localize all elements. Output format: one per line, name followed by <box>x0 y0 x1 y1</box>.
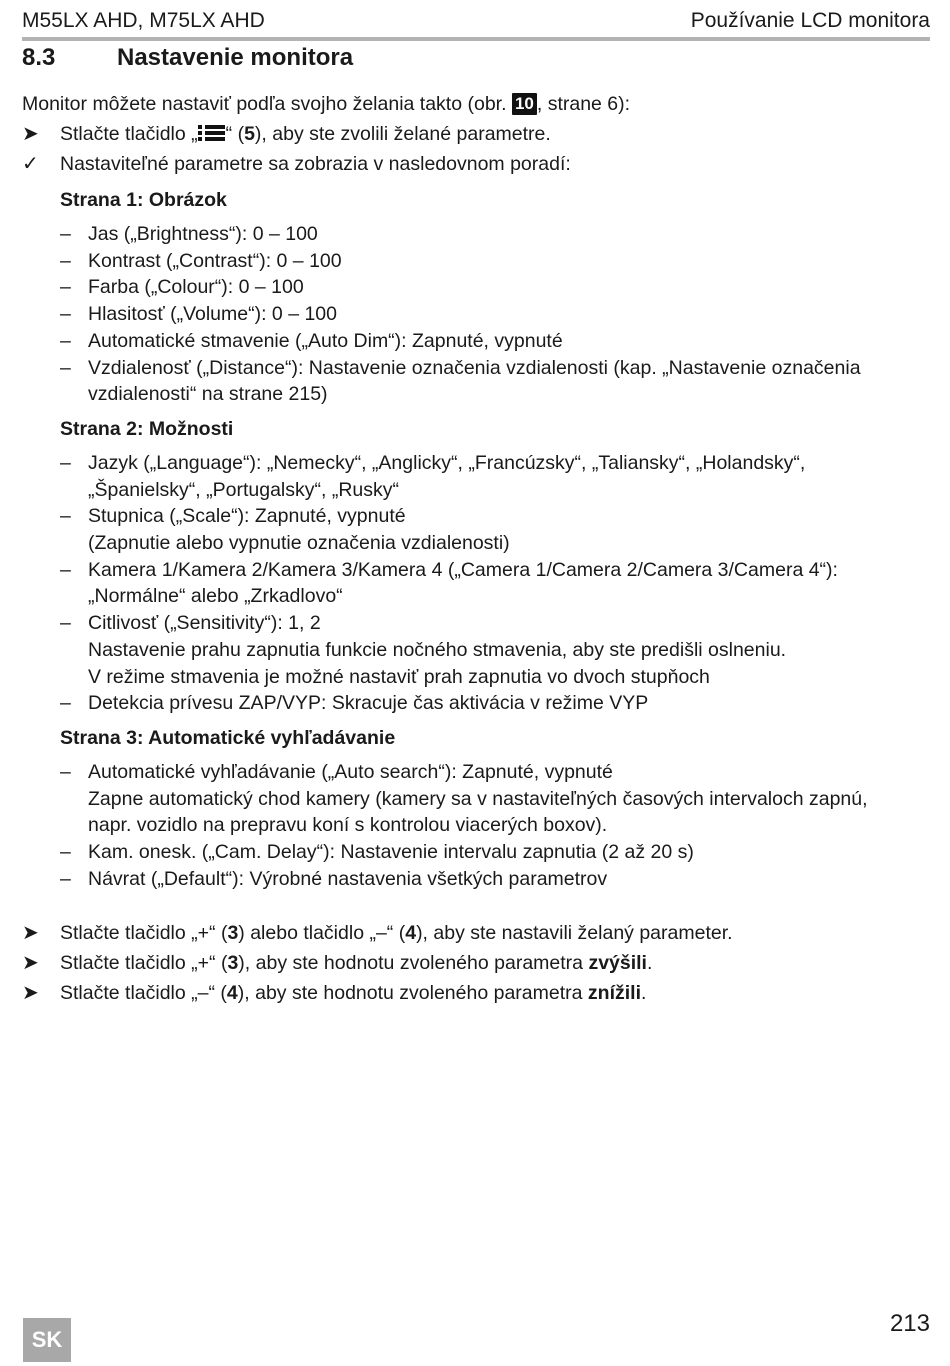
list-item-line: Jazyk („Language“): „Nemecky“, „Anglicky“, „Francúzsky“, „Taliansky“, „Holandsky“, <box>88 451 806 474</box>
dash-bullet: – <box>60 329 71 352</box>
intro-text-end: , strane 6): <box>536 93 631 115</box>
dash-bullet: – <box>60 451 71 474</box>
dash-bullet: – <box>60 303 71 326</box>
section-title: Nastavenie monitora <box>117 44 354 71</box>
arrow-bullet-icon: ➤ <box>22 982 39 1005</box>
emphasis-text: zvýšili <box>588 952 647 975</box>
list-item <box>60 355 932 408</box>
dash-bullet: – <box>60 223 71 245</box>
list-item-line: Hlasitosť („Volume“): 0 – 100 <box>88 303 337 326</box>
arrow-bullet-icon: ➤ <box>22 123 39 145</box>
list-item <box>60 690 932 717</box>
list-item-line: Kam. onesk. („Cam. Delay“): Nastavenie intervalu zapnutia (2 až 20 s) <box>88 841 694 864</box>
result-text: Nastaviteľné parametre sa zobrazia v nasledovnom poradí: <box>60 153 571 175</box>
instruction-step <box>22 918 932 948</box>
dash-bullet: – <box>60 692 71 715</box>
dash-bullet: – <box>60 760 71 783</box>
dash-bullet: – <box>60 612 71 635</box>
header-chapter-title: Používanie LCD monitora <box>690 9 930 32</box>
list-item <box>60 557 932 610</box>
list-item <box>60 248 932 275</box>
dash-bullet: – <box>60 276 71 299</box>
list-item-line: Citlivosť („Sensitivity“): 1, 2 <box>88 612 321 635</box>
step-text: ), aby ste hodnotu zvoleného parametra <box>237 982 588 1005</box>
settings-pages <box>22 185 932 892</box>
checkmark-icon: ✓ <box>22 153 39 175</box>
settings-page-heading: Strana 2: Možnosti <box>60 417 234 440</box>
list-item-line: vzdialenosti“ na strane 215) <box>88 383 328 406</box>
step-text: ), aby ste hodnotu zvoleného parametra <box>238 952 589 975</box>
arrow-bullet-icon: ➤ <box>22 922 39 945</box>
list-item-line: Návrat („Default“): Výrobné nastavenia všetkých parametrov <box>88 867 608 890</box>
settings-list <box>60 450 932 717</box>
emphasis-text: 4 <box>405 922 417 945</box>
button-number: 5 <box>244 123 255 145</box>
intro-text: Monitor môžete nastaviť podľa svojho želania takto (obr. <box>22 93 512 115</box>
list-item <box>60 301 932 328</box>
list-item-line: V režime stmavenia je možné nastaviť prah zapnutia vo dvoch stupňoch <box>88 665 710 688</box>
list-item-line: Automatické stmavenie („Auto Dim“): Zapnuté, vypnuté <box>88 329 563 352</box>
section-heading <box>22 42 353 74</box>
list-item <box>60 328 932 355</box>
list-item-line: „Normálne“ alebo „Zrkadlovo“ <box>88 585 343 608</box>
step-text: ), aby ste zvolili želané parametre. <box>254 123 551 145</box>
list-item-line: Kontrast („Contrast“): 0 – 100 <box>88 249 342 272</box>
header-divider <box>22 37 930 41</box>
dash-bullet: – <box>60 356 71 379</box>
settings-list <box>60 221 932 408</box>
list-item-line: Jas („Brightness“): 0 – 100 <box>88 223 318 245</box>
dash-bullet: – <box>60 505 71 528</box>
language-badge: SK <box>23 1318 71 1362</box>
settings-page-heading: Strana 1: Obrázok <box>60 189 227 211</box>
list-item <box>60 503 932 556</box>
dash-bullet: – <box>60 558 71 581</box>
list-item <box>60 221 932 248</box>
step-text: ) alebo tlačidlo „–“ ( <box>238 922 406 945</box>
step-text: . <box>646 952 653 975</box>
list-item-line: Detekcia prívesu ZAP/VYP: Skracuje čas aktivácia v režime VYP <box>88 692 649 715</box>
step-text: Stlačte tlačidlo „+“ ( <box>60 922 228 945</box>
step-text: Stlačte tlačidlo „ <box>60 123 198 145</box>
list-item <box>60 610 932 690</box>
intro-paragraph <box>22 89 932 119</box>
list-item <box>60 839 932 866</box>
menu-icon <box>198 124 226 142</box>
list-item-line: Nastavenie prahu zapnutia funkcie nočného stmavenia, aby ste predišli oslneniu. <box>88 638 787 661</box>
step-text: Stlačte tlačidlo „–“ ( <box>60 982 227 1005</box>
settings-list <box>60 759 932 893</box>
emphasis-text: 3 <box>227 952 239 975</box>
list-item-line: Kamera 1/Kamera 2/Kamera 3/Kamera 4 („Camera 1/Camera 2/Camera 3/Camera 4“): <box>88 558 838 581</box>
instruction-step <box>22 948 932 978</box>
section-number: 8.3 <box>22 44 56 71</box>
settings-page-heading: Strana 3: Automatické vyhľadávanie <box>60 726 396 749</box>
list-item-line: Zapne automatický chod kamery (kamery sa v nastaviteľných časových intervaloch zapnú, <box>88 787 868 810</box>
list-item-line: Stupnica („Scale“): Zapnuté, vypnuté <box>88 505 406 528</box>
dash-bullet: – <box>60 249 71 272</box>
emphasis-text: znížili <box>587 982 641 1005</box>
list-item <box>60 759 932 839</box>
list-item <box>60 274 932 301</box>
list-item-line: „Španielsky“, „Portugalsky“, „Rusky“ <box>88 478 399 501</box>
list-item-line: Farba („Colour“): 0 – 100 <box>88 276 304 299</box>
page-number: 213 <box>889 1310 930 1337</box>
list-item-line: Automatické vyhľadávanie („Auto search“): Zapnuté, vypnuté <box>88 760 613 783</box>
instruction-step <box>22 119 932 149</box>
final-instructions <box>22 918 932 1008</box>
step-text: Stlačte tlačidlo „+“ ( <box>60 952 228 975</box>
header-model-names: M55LX AHD, M75LX AHD <box>22 9 265 32</box>
step-text: “ ( <box>225 123 245 145</box>
list-item <box>60 866 932 893</box>
dash-bullet: – <box>60 867 71 890</box>
figure-reference-badge: 10 <box>512 93 537 115</box>
dash-bullet: – <box>60 841 71 864</box>
emphasis-text: 4 <box>226 982 238 1005</box>
list-item-line: napr. vozidlo na prepravu koní s kontrolou viacerých boxov). <box>88 814 608 837</box>
list-item-line: (Zapnutie alebo vypnutie označenia vzdialenosti) <box>88 532 510 555</box>
emphasis-text: 3 <box>227 922 239 945</box>
running-header <box>22 6 930 36</box>
main-content <box>22 89 932 1008</box>
step-text: ), aby ste nastavili želaný parameter. <box>416 922 733 945</box>
list-item-line: Vzdialenosť („Distance“): Nastavenie označenia vzdialenosti (kap. „Nastavenie označenia <box>88 356 861 379</box>
instruction-step <box>22 978 932 1008</box>
result-line <box>22 149 932 179</box>
arrow-bullet-icon: ➤ <box>22 952 39 975</box>
list-item <box>60 450 932 503</box>
step-text: . <box>641 982 647 1005</box>
